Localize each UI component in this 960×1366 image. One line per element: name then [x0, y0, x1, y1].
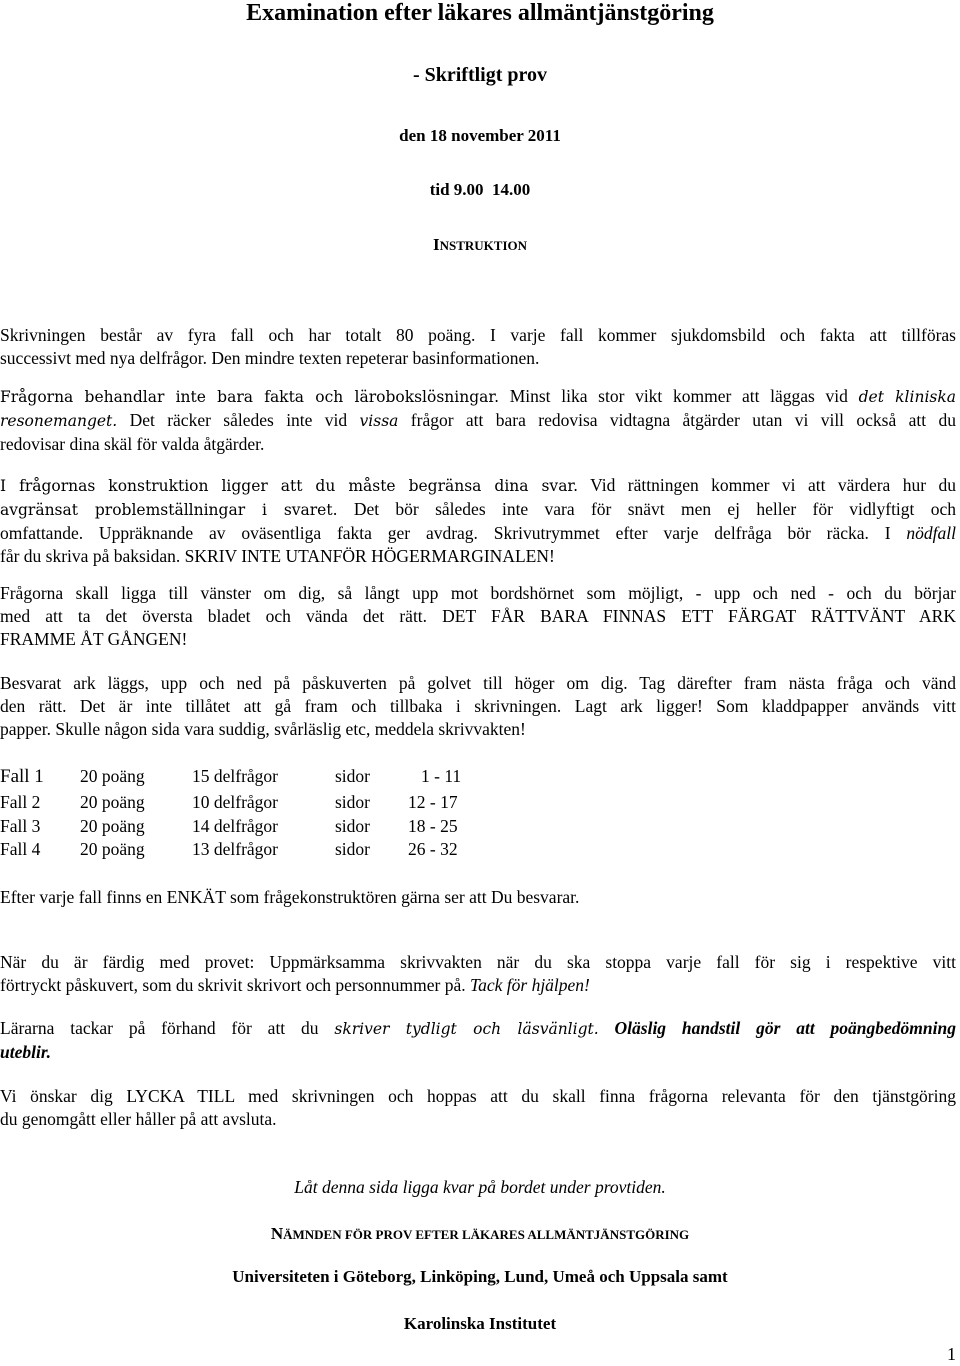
- paragraph-answered-sheets: Besvarat ark läggs, upp och ned på påskuverten på golvet till höger om dig. Tag därefter fram nästa fråga och vänd den rätt. Det är inte tillåtet att gå fram och tillbaka i skrivningen. Lagt ark ligger! Som kladdpapper används vitt papper. Skulle någon sida vara suddig, svårläslig etc, meddela skrivvakten!: [0, 673, 956, 739]
- paragraph-legibility: Lärarna tackar på förhand för att du skriver tydligt och läsvänligt. Oläslig handstil gör att poängbedömning uteblir.: [0, 1018, 957, 1062]
- universities: Universiteten i Göteborg, Linköping, Lund, Umeå och Uppsala samt: [232, 1267, 728, 1286]
- footer-note: Låt denna sida ligga kvar på bordet under provtiden.: [294, 1177, 666, 1197]
- paragraph-good-luck: Vi önskar dig LYCKA TILL med skrivningen och hoppas att du skall finna frågorna relevanta för den tjänstgöring du genomgått eller håller på att avsluta.: [0, 1086, 956, 1129]
- paragraph-survey: Efter varje fall finns en ENKÄT som frågekonstruktören gärna ser att Du besvarar.: [0, 887, 580, 907]
- exam-time: tid 9.00 14.00: [429, 180, 531, 199]
- exam-date: den 18 november 2011: [399, 126, 561, 145]
- page-number: 1: [947, 1344, 956, 1364]
- issuing-board: NÄMNDEN FÖR PROV EFTER LÄKARES ALLMÄNTJÄNSTGÖRING: [270, 1224, 690, 1243]
- document-subtitle: - Skriftligt prov: [412, 64, 548, 86]
- institute: Karolinska Institutet: [403, 1314, 557, 1333]
- section-heading: INSTRUKTION: [432, 235, 528, 254]
- document-title: Examination efter läkares allmäntjänstgöring: [246, 0, 714, 26]
- paragraph-clinical-reasoning: Frågorna behandlar inte bara fakta och lärobokslösningar. Minst lika stor vikt kommer att läggas vid det kliniska resonemanget. Det räcker således inte vid vissa frågor att bara redovisa vidtagna åtgärder utan vi vill också att du redovisar dina skäl för valda åtgärder.: [0, 386, 956, 454]
- paragraph-sheet-placement: Frågorna skall ligga till vänster om dig, så långt upp mot bordshörnet som möjligt, - upp och ned - och du börjar med att ta det översta bladet och vända det rätt. DET FÅR BARA FINNAS ETT FÄRGAT RÄTTVÄNT ARK FRAMME ÅT GÅNGEN!: [0, 583, 956, 649]
- paragraph-when-done: När du är färdig med provet: Uppmärksamma skrivvakten när du ska stoppa varje fall för sig i respektive vitt förtryckt påskuvert, som du skrivit skrivort och personnummer på. Tack för hjälpen!: [0, 952, 956, 995]
- paragraph-answer-scope: I frågornas konstruktion ligger att du måste begränsa dina svar. Vid rättningen kommer vi att värdera hur du avgränsat problemställningar i svaret. Det bör således inte vara för snävt men ej heller för vidlyftigt och omfattande. Uppräknande av oväsentliga fakta ger avdrag. Skrivutrymmet efter varje delfråga bör räcka. I nödfall får du skriva på baksidan. SKRIV INTE UTANFÖR HÖGERMARGINALEN!: [0, 475, 957, 566]
- paragraph-intro: Skrivningen består av fyra fall och har totalt 80 poäng. I varje fall kommer sjukdomsbild och fakta att tillföras successivt med nya delfrågor. Den mindre texten repeterar basinformationen.: [0, 325, 956, 368]
